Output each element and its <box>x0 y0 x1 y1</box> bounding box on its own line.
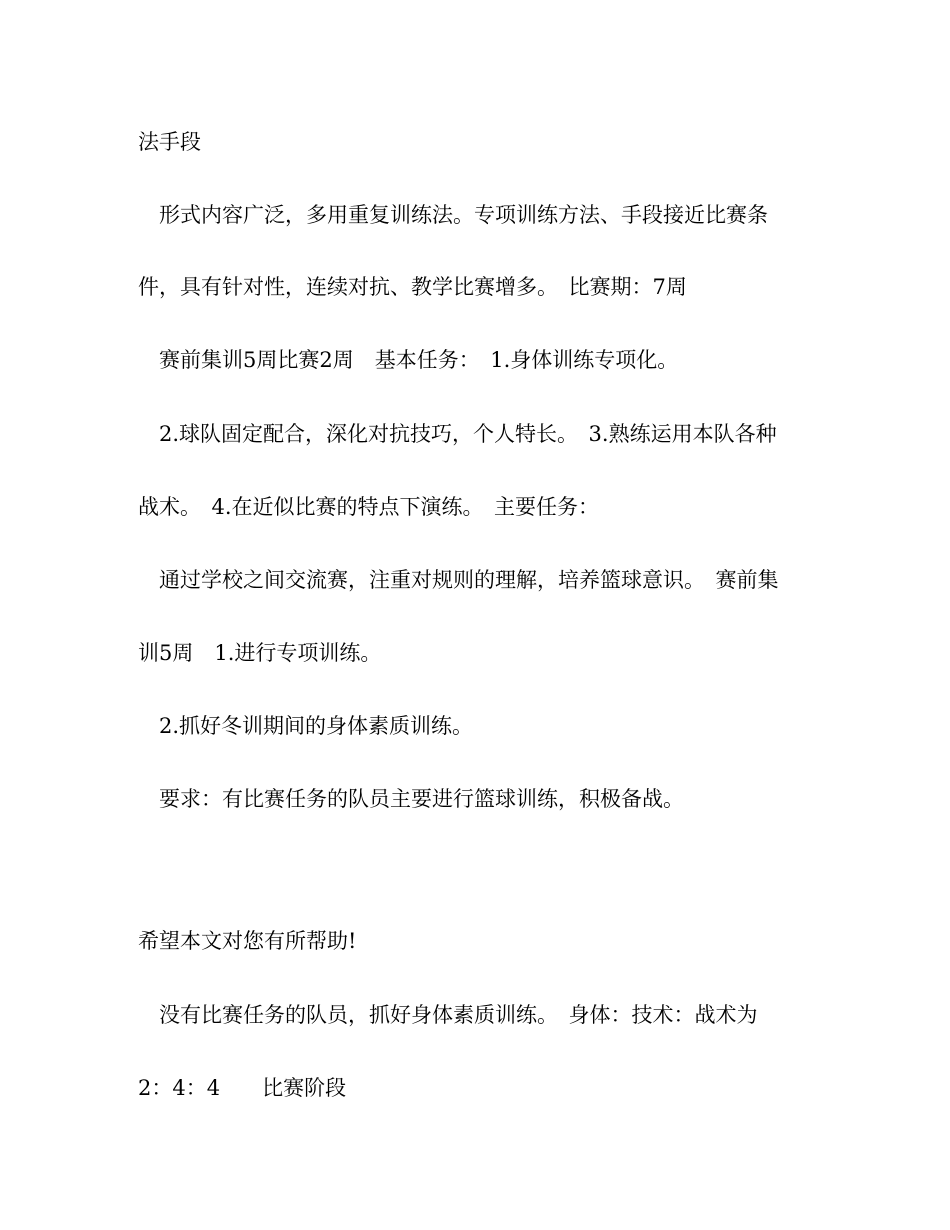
text-line: 战术。 4.在近似比赛的特点下演练。 主要任务： <box>138 495 600 519</box>
text-line: 形式内容广泛，多用重复训练法。专项训练方法、手段接近比赛条 <box>138 203 768 227</box>
text-line: 没有比赛任务的队员，抓好身体素质训练。 身体：技术：战术为 <box>138 1003 758 1027</box>
text-line: 2.抓好冬训期间的身体素质训练。 <box>138 714 474 738</box>
text-line: 要求：有比赛任务的队员主要进行篮球训练，积极备战。 <box>138 787 684 811</box>
text-line: 件，具有针对性，连续对抗、教学比赛增多。 比赛期：7周 <box>138 275 687 299</box>
text-line: 法手段 <box>138 130 201 154</box>
text-line: 训5周 1.进行专项训练。 <box>138 641 382 665</box>
text-line: 2：4：4 比赛阶段 <box>138 1076 347 1100</box>
closing-message: 希望本文对您有所帮助! <box>138 929 357 953</box>
text-line: 2.球队固定配合，深化对抗技巧，个人特长。 3.熟练运用本队各种 <box>138 422 777 446</box>
text-line: 赛前集训5周比赛2周 基本任务： 1.身体训练专项化。 <box>138 348 679 372</box>
text-line: 通过学校之间交流赛，注重对规则的理解，培养篮球意识。 赛前集 <box>138 568 779 592</box>
